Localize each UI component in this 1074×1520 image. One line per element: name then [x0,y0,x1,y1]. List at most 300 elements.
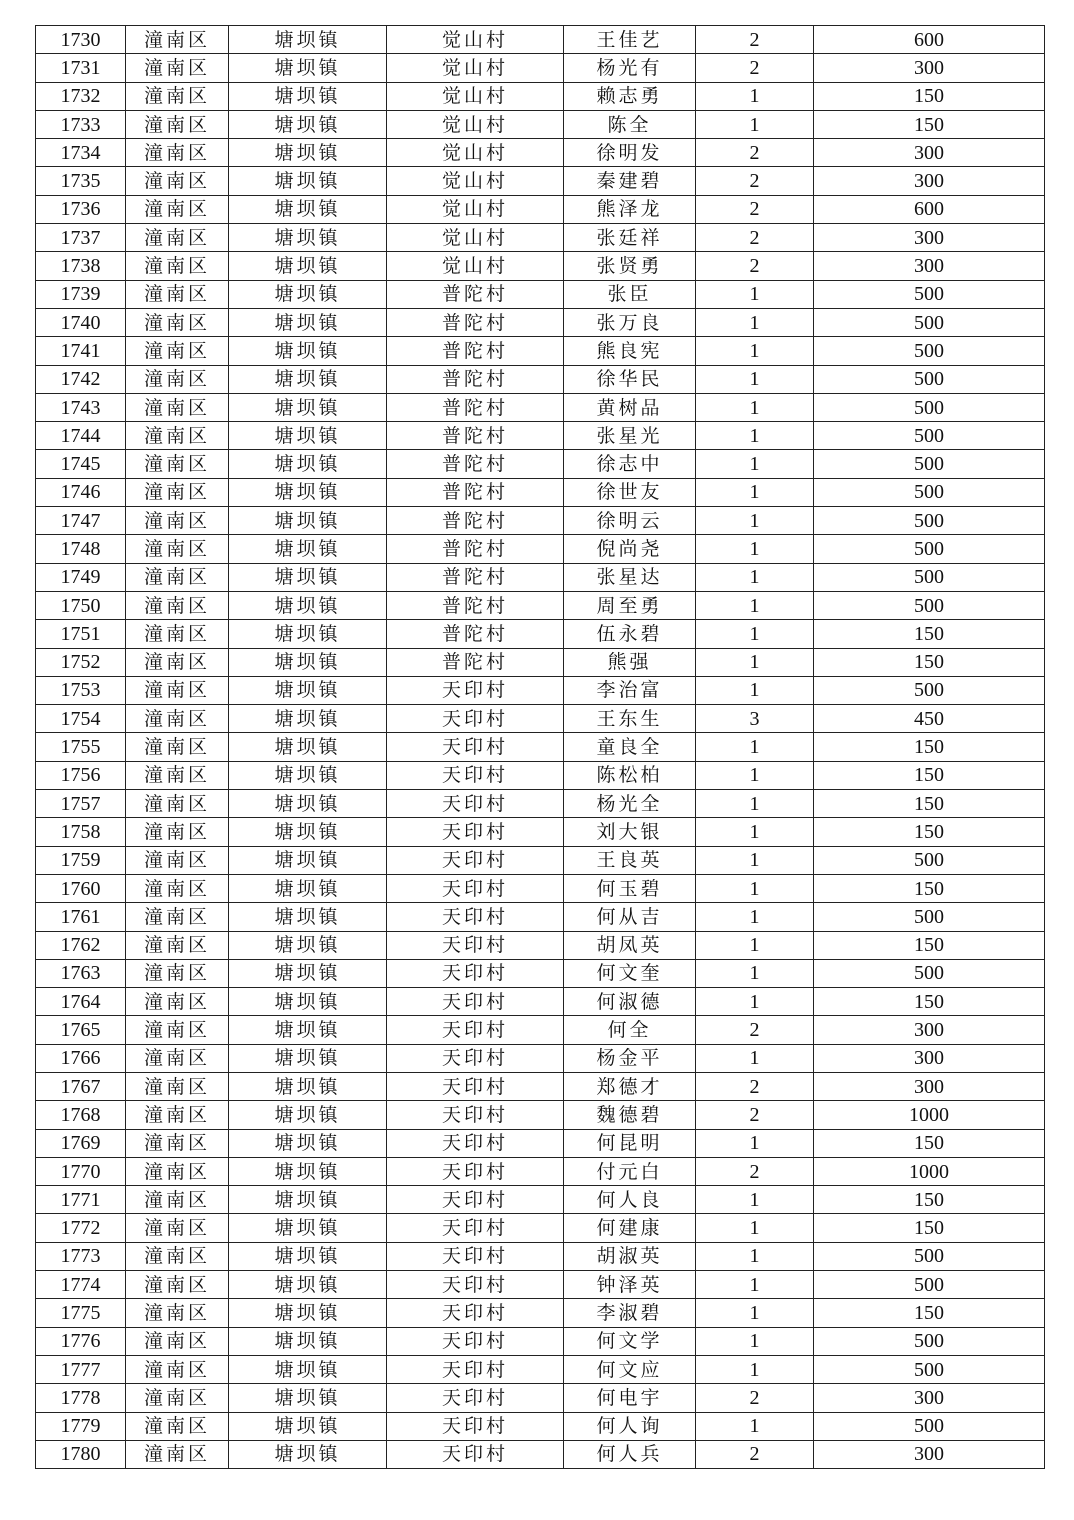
cell-town: 塘坝镇 [229,308,387,336]
cell-serial-number: 1763 [36,959,126,987]
cell-town: 塘坝镇 [229,535,387,563]
cell-village: 天印村 [387,1299,564,1327]
cell-amount: 500 [814,450,1045,478]
cell-town: 塘坝镇 [229,1271,387,1299]
cell-village: 觉山村 [387,110,564,138]
cell-count: 1 [696,676,814,704]
table-row [36,139,1045,167]
cell-amount: 150 [814,818,1045,846]
cell-village: 普陀村 [387,365,564,393]
cell-amount: 600 [814,26,1045,54]
table-row [36,648,1045,676]
cell-village: 天印村 [387,988,564,1016]
cell-amount: 500 [814,1327,1045,1355]
table-row [36,110,1045,138]
cell-village: 天印村 [387,1214,564,1242]
cell-village: 天印村 [387,1412,564,1440]
cell-amount: 1000 [814,1101,1045,1129]
cell-district: 潼南区 [126,988,229,1016]
cell-amount: 500 [814,1242,1045,1270]
cell-person-name: 何昆明 [564,1129,696,1157]
cell-amount: 150 [814,82,1045,110]
cell-count: 1 [696,903,814,931]
cell-serial-number: 1732 [36,82,126,110]
cell-district: 潼南区 [126,478,229,506]
table-row [36,846,1045,874]
table-row [36,676,1045,704]
cell-town: 塘坝镇 [229,26,387,54]
cell-person-name: 魏德碧 [564,1101,696,1129]
cell-person-name: 杨金平 [564,1044,696,1072]
cell-village: 天印村 [387,1384,564,1412]
cell-village: 觉山村 [387,224,564,252]
cell-amount: 500 [814,903,1045,931]
cell-town: 塘坝镇 [229,676,387,704]
cell-amount: 500 [814,959,1045,987]
cell-count: 1 [696,818,814,846]
cell-district: 潼南区 [126,393,229,421]
cell-count: 1 [696,1412,814,1440]
table-row [36,620,1045,648]
cell-village: 普陀村 [387,280,564,308]
cell-person-name: 张贤勇 [564,252,696,280]
cell-amount: 500 [814,337,1045,365]
cell-serial-number: 1749 [36,563,126,591]
cell-district: 潼南区 [126,308,229,336]
cell-count: 2 [696,54,814,82]
cell-amount: 150 [814,1186,1045,1214]
cell-district: 潼南区 [126,790,229,818]
cell-village: 普陀村 [387,393,564,421]
cell-person-name: 钟泽英 [564,1271,696,1299]
cell-amount: 300 [814,167,1045,195]
cell-person-name: 徐华民 [564,365,696,393]
cell-count: 1 [696,790,814,818]
cell-count: 1 [696,1355,814,1383]
cell-amount: 300 [814,224,1045,252]
table-row [36,478,1045,506]
cell-amount: 150 [814,1129,1045,1157]
cell-count: 1 [696,422,814,450]
cell-amount: 150 [814,1214,1045,1242]
table-row [36,903,1045,931]
cell-town: 塘坝镇 [229,82,387,110]
cell-person-name: 倪尚尧 [564,535,696,563]
cell-district: 潼南区 [126,535,229,563]
cell-district: 潼南区 [126,1242,229,1270]
cell-person-name: 张星光 [564,422,696,450]
cell-village: 觉山村 [387,195,564,223]
cell-person-name: 王东生 [564,705,696,733]
cell-serial-number: 1776 [36,1327,126,1355]
table-row [36,393,1045,421]
cell-district: 潼南区 [126,450,229,478]
cell-town: 塘坝镇 [229,1214,387,1242]
cell-count: 1 [696,535,814,563]
cell-person-name: 何玉碧 [564,874,696,902]
cell-person-name: 秦建碧 [564,167,696,195]
cell-town: 塘坝镇 [229,1242,387,1270]
cell-town: 塘坝镇 [229,1186,387,1214]
cell-town: 塘坝镇 [229,1101,387,1129]
cell-district: 潼南区 [126,761,229,789]
cell-village: 天印村 [387,903,564,931]
cell-count: 2 [696,139,814,167]
cell-person-name: 徐明发 [564,139,696,167]
cell-town: 塘坝镇 [229,1412,387,1440]
cell-town: 塘坝镇 [229,790,387,818]
cell-village: 觉山村 [387,26,564,54]
cell-amount: 150 [814,110,1045,138]
table-row [36,252,1045,280]
cell-district: 潼南区 [126,1214,229,1242]
cell-person-name: 何建康 [564,1214,696,1242]
cell-amount: 500 [814,563,1045,591]
cell-village: 天印村 [387,705,564,733]
cell-village: 天印村 [387,846,564,874]
cell-town: 塘坝镇 [229,1044,387,1072]
cell-amount: 150 [814,988,1045,1016]
cell-count: 2 [696,224,814,252]
cell-village: 天印村 [387,676,564,704]
cell-serial-number: 1746 [36,478,126,506]
cell-count: 1 [696,110,814,138]
table-row [36,591,1045,619]
cell-serial-number: 1760 [36,874,126,902]
cell-serial-number: 1758 [36,818,126,846]
cell-district: 潼南区 [126,648,229,676]
cell-village: 天印村 [387,1440,564,1468]
cell-serial-number: 1748 [36,535,126,563]
table-row [36,1299,1045,1327]
cell-village: 天印村 [387,790,564,818]
cell-serial-number: 1771 [36,1186,126,1214]
cell-serial-number: 1775 [36,1299,126,1327]
cell-town: 塘坝镇 [229,903,387,931]
cell-serial-number: 1779 [36,1412,126,1440]
cell-count: 1 [696,1299,814,1327]
cell-amount: 150 [814,790,1045,818]
cell-serial-number: 1755 [36,733,126,761]
cell-serial-number: 1780 [36,1440,126,1468]
cell-district: 潼南区 [126,676,229,704]
cell-district: 潼南区 [126,110,229,138]
cell-count: 1 [696,1129,814,1157]
cell-serial-number: 1738 [36,252,126,280]
cell-serial-number: 1739 [36,280,126,308]
cell-amount: 500 [814,1355,1045,1383]
cell-person-name: 何人良 [564,1186,696,1214]
cell-count: 1 [696,988,814,1016]
cell-count: 3 [696,705,814,733]
cell-town: 塘坝镇 [229,1129,387,1157]
cell-town: 塘坝镇 [229,1072,387,1100]
cell-district: 潼南区 [126,252,229,280]
cell-serial-number: 1778 [36,1384,126,1412]
cell-amount: 500 [814,846,1045,874]
cell-amount: 1000 [814,1157,1045,1185]
cell-village: 天印村 [387,733,564,761]
cell-village: 天印村 [387,1327,564,1355]
cell-district: 潼南区 [126,1440,229,1468]
cell-amount: 300 [814,1384,1045,1412]
cell-person-name: 何全 [564,1016,696,1044]
cell-count: 2 [696,1440,814,1468]
table-row [36,959,1045,987]
cell-count: 1 [696,1214,814,1242]
cell-person-name: 刘大银 [564,818,696,846]
cell-village: 普陀村 [387,563,564,591]
cell-person-name: 何淑德 [564,988,696,1016]
cell-amount: 150 [814,620,1045,648]
cell-serial-number: 1754 [36,705,126,733]
cell-person-name: 何人兵 [564,1440,696,1468]
cell-district: 潼南区 [126,1016,229,1044]
cell-count: 1 [696,478,814,506]
cell-amount: 500 [814,365,1045,393]
cell-district: 潼南区 [126,874,229,902]
cell-person-name: 熊良宪 [564,337,696,365]
cell-village: 觉山村 [387,82,564,110]
cell-count: 2 [696,1072,814,1100]
table-row [36,422,1045,450]
cell-serial-number: 1733 [36,110,126,138]
table-row [36,1242,1045,1270]
cell-district: 潼南区 [126,365,229,393]
cell-count: 1 [696,393,814,421]
cell-serial-number: 1773 [36,1242,126,1270]
cell-town: 塘坝镇 [229,1355,387,1383]
cell-district: 潼南区 [126,1299,229,1327]
cell-town: 塘坝镇 [229,337,387,365]
cell-village: 普陀村 [387,450,564,478]
cell-person-name: 陈全 [564,110,696,138]
cell-town: 塘坝镇 [229,507,387,535]
cell-serial-number: 1745 [36,450,126,478]
cell-count: 2 [696,195,814,223]
table-row [36,818,1045,846]
cell-amount: 500 [814,422,1045,450]
cell-district: 潼南区 [126,1412,229,1440]
cell-district: 潼南区 [126,54,229,82]
table-row [36,988,1045,1016]
cell-district: 潼南区 [126,195,229,223]
table-row [36,1072,1045,1100]
table-row [36,167,1045,195]
table-row [36,705,1045,733]
table-row [36,224,1045,252]
cell-serial-number: 1770 [36,1157,126,1185]
table-row [36,535,1045,563]
cell-district: 潼南区 [126,1072,229,1100]
table-row [36,450,1045,478]
cell-town: 塘坝镇 [229,1327,387,1355]
cell-person-name: 何文学 [564,1327,696,1355]
cell-village: 天印村 [387,1271,564,1299]
table-row [36,1101,1045,1129]
cell-town: 塘坝镇 [229,563,387,591]
cell-serial-number: 1741 [36,337,126,365]
cell-serial-number: 1740 [36,308,126,336]
table-row [36,54,1045,82]
cell-person-name: 伍永碧 [564,620,696,648]
table-row [36,1186,1045,1214]
cell-town: 塘坝镇 [229,365,387,393]
cell-village: 普陀村 [387,308,564,336]
cell-count: 2 [696,26,814,54]
cell-town: 塘坝镇 [229,846,387,874]
cell-town: 塘坝镇 [229,1016,387,1044]
roster-table-body [36,26,1045,1469]
cell-serial-number: 1765 [36,1016,126,1044]
cell-serial-number: 1767 [36,1072,126,1100]
cell-count: 1 [696,82,814,110]
cell-person-name: 张星达 [564,563,696,591]
cell-village: 天印村 [387,1044,564,1072]
cell-town: 塘坝镇 [229,874,387,902]
table-row [36,365,1045,393]
cell-district: 潼南区 [126,1355,229,1383]
cell-town: 塘坝镇 [229,959,387,987]
cell-town: 塘坝镇 [229,1299,387,1327]
table-row [36,308,1045,336]
cell-town: 塘坝镇 [229,167,387,195]
cell-amount: 300 [814,1044,1045,1072]
table-row [36,1044,1045,1072]
cell-serial-number: 1762 [36,931,126,959]
cell-count: 1 [696,648,814,676]
table-row [36,790,1045,818]
cell-district: 潼南区 [126,846,229,874]
cell-person-name: 陈松柏 [564,761,696,789]
table-row [36,195,1045,223]
table-row [36,1016,1045,1044]
cell-town: 塘坝镇 [229,139,387,167]
cell-district: 潼南区 [126,139,229,167]
cell-village: 普陀村 [387,422,564,450]
cell-town: 塘坝镇 [229,620,387,648]
cell-town: 塘坝镇 [229,393,387,421]
cell-town: 塘坝镇 [229,591,387,619]
cell-village: 天印村 [387,1242,564,1270]
cell-count: 1 [696,450,814,478]
cell-count: 2 [696,1384,814,1412]
cell-village: 天印村 [387,1129,564,1157]
cell-person-name: 张万良 [564,308,696,336]
cell-district: 潼南区 [126,507,229,535]
table-row [36,1440,1045,1468]
table-row [36,280,1045,308]
cell-amount: 300 [814,1072,1045,1100]
cell-district: 潼南区 [126,1044,229,1072]
cell-person-name: 何人询 [564,1412,696,1440]
cell-count: 1 [696,563,814,591]
cell-amount: 500 [814,308,1045,336]
cell-village: 觉山村 [387,252,564,280]
cell-village: 天印村 [387,1016,564,1044]
cell-district: 潼南区 [126,1327,229,1355]
table-row [36,82,1045,110]
cell-count: 1 [696,959,814,987]
cell-amount: 500 [814,478,1045,506]
cell-village: 天印村 [387,1157,564,1185]
cell-count: 1 [696,761,814,789]
cell-village: 普陀村 [387,507,564,535]
cell-serial-number: 1753 [36,676,126,704]
cell-serial-number: 1735 [36,167,126,195]
table-row [36,1327,1045,1355]
cell-count: 1 [696,1186,814,1214]
cell-person-name: 童良全 [564,733,696,761]
cell-town: 塘坝镇 [229,988,387,1016]
cell-town: 塘坝镇 [229,224,387,252]
cell-person-name: 何从吉 [564,903,696,931]
cell-village: 觉山村 [387,54,564,82]
cell-town: 塘坝镇 [229,478,387,506]
table-row [36,733,1045,761]
cell-amount: 300 [814,139,1045,167]
cell-count: 1 [696,1044,814,1072]
cell-person-name: 胡凤英 [564,931,696,959]
cell-count: 1 [696,733,814,761]
cell-person-name: 徐志中 [564,450,696,478]
cell-district: 潼南区 [126,82,229,110]
cell-person-name: 徐世友 [564,478,696,506]
cell-serial-number: 1743 [36,393,126,421]
cell-person-name: 张臣 [564,280,696,308]
cell-serial-number: 1734 [36,139,126,167]
cell-village: 普陀村 [387,648,564,676]
cell-serial-number: 1751 [36,620,126,648]
cell-serial-number: 1764 [36,988,126,1016]
cell-amount: 500 [814,535,1045,563]
cell-district: 潼南区 [126,1186,229,1214]
cell-amount: 150 [814,761,1045,789]
cell-town: 塘坝镇 [229,705,387,733]
table-row [36,26,1045,54]
cell-amount: 500 [814,591,1045,619]
cell-district: 潼南区 [126,1129,229,1157]
cell-person-name: 李淑碧 [564,1299,696,1327]
cell-serial-number: 1759 [36,846,126,874]
cell-district: 潼南区 [126,1384,229,1412]
cell-serial-number: 1774 [36,1271,126,1299]
cell-district: 潼南区 [126,733,229,761]
table-row [36,761,1045,789]
cell-town: 塘坝镇 [229,110,387,138]
cell-district: 潼南区 [126,224,229,252]
cell-village: 普陀村 [387,478,564,506]
cell-serial-number: 1757 [36,790,126,818]
cell-serial-number: 1731 [36,54,126,82]
cell-serial-number: 1769 [36,1129,126,1157]
cell-count: 1 [696,507,814,535]
cell-amount: 150 [814,931,1045,959]
cell-count: 1 [696,308,814,336]
cell-town: 塘坝镇 [229,733,387,761]
cell-count: 1 [696,365,814,393]
cell-serial-number: 1756 [36,761,126,789]
cell-serial-number: 1750 [36,591,126,619]
cell-person-name: 徐明云 [564,507,696,535]
cell-amount: 600 [814,195,1045,223]
cell-person-name: 胡淑英 [564,1242,696,1270]
cell-person-name: 何文应 [564,1355,696,1383]
cell-village: 天印村 [387,1355,564,1383]
cell-person-name: 杨光全 [564,790,696,818]
cell-district: 潼南区 [126,818,229,846]
cell-amount: 500 [814,1271,1045,1299]
